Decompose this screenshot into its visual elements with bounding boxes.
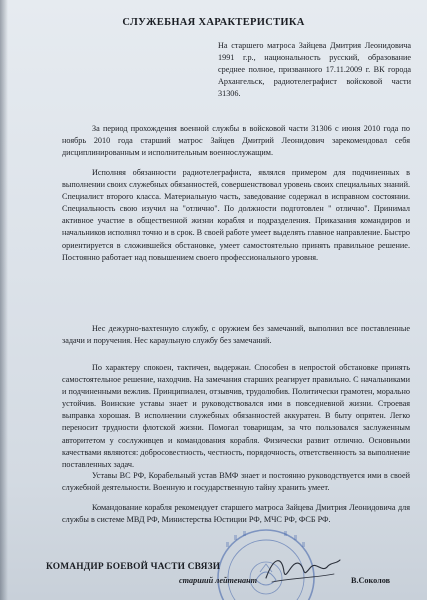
paragraph-watch-duty: Нес дежурно-вахтенную службу, с оружием без замечаний, выполнил все поставленные задачи и поручения. Нес караульную службу без замечаний. [62, 324, 410, 346]
handwritten-signature [262, 548, 342, 588]
addressee-block: На старшего матроса Зайцева Дмитрия Леонидовича 1991 г.р., национальность русский, образование среднее полное, призванного 17.11.2009 г. ВК города Архангельск, радиотелеграфист войсковой части 31306. [218, 41, 411, 99]
document-title: СЛУЖЕБНАЯ ХАРАКТЕРИСТИКА [122, 17, 305, 28]
paragraph-recommendation: Командование корабля рекомендует старшего матроса Зайцева Дмитрия Леонидовича для службы в системе МВД РФ, Министерства Юстиции РФ, МЧС РФ, ФСБ РФ. [62, 503, 410, 525]
signatory-rank: старший лейтенант [179, 576, 258, 585]
page-edge-shadow [0, 0, 8, 600]
signatory-name: В.Соколов [351, 576, 391, 585]
paragraph-character: По характеру спокоен, тактичен, выдержан. Способен в непростой обстановке принять самостоятельное решение, находчив. На замечания старших реагирует правильно. С начальниками и подчиненными вежлив. Принципиален, отзывчив, трудолюбив. Политически грамотен, морально устойчив. Воинские уставы знает и руководствовался ими в повседневной жизни. Строевая выправка хорошая. В исполнении служебных обязанностей аккуратен. В быту опрятен. Легко переносит трудности флотской жизни. Помогал товарищам, за что пользовался заслуженным авторитетом у сослуживцев и командования корабля. Физически развит отлично. Основными качествами являются: добросовестность, честность, порядочность, ответственность за выполнение поставленных задач. [62, 363, 410, 469]
paragraph-duties: Исполняя обязанности радиотелеграфиста, являлся примером для подчиненных в выполнении своих служебных обязанностей, совершенствовал уровень своих специальных знаний. Специалист второго класса. Материальную часть, заведование содержал в исправном состоянии. Специальность свою изучил на "отлично". По должности подготовлен " отлично". Принимал активное участие в общественной жизни корабля и подразделения. Приказания командиров и начальников исполнял точно и в срок. В своей работе умеет выделять главное направление. Быстро ориентируется в сложившейся обстановке, умеет самостоятельно принять правильное решение. Постоянно работает над повышением своего профессионального уровня. [62, 168, 410, 262]
signatory-position: КОМАНДИР БОЕВОЙ ЧАСТИ СВЯЗИ [46, 562, 221, 572]
paragraph-regulations: Уставы ВС РФ, Корабельный устав ВМФ знает и постоянно руководствуется ими в своей служебной деятельности. Военную и государственную тайну хранить умеет. [62, 471, 410, 493]
paragraph-service-period: За период прохождения военной службы в войсковой части 31306 с июня 2010 года по ноябрь 2010 года старший матрос Зайцев Дмитрий Леонидович зарекомендовал себя дисциплинированным и исполнительным военнослужащим. [62, 124, 410, 158]
